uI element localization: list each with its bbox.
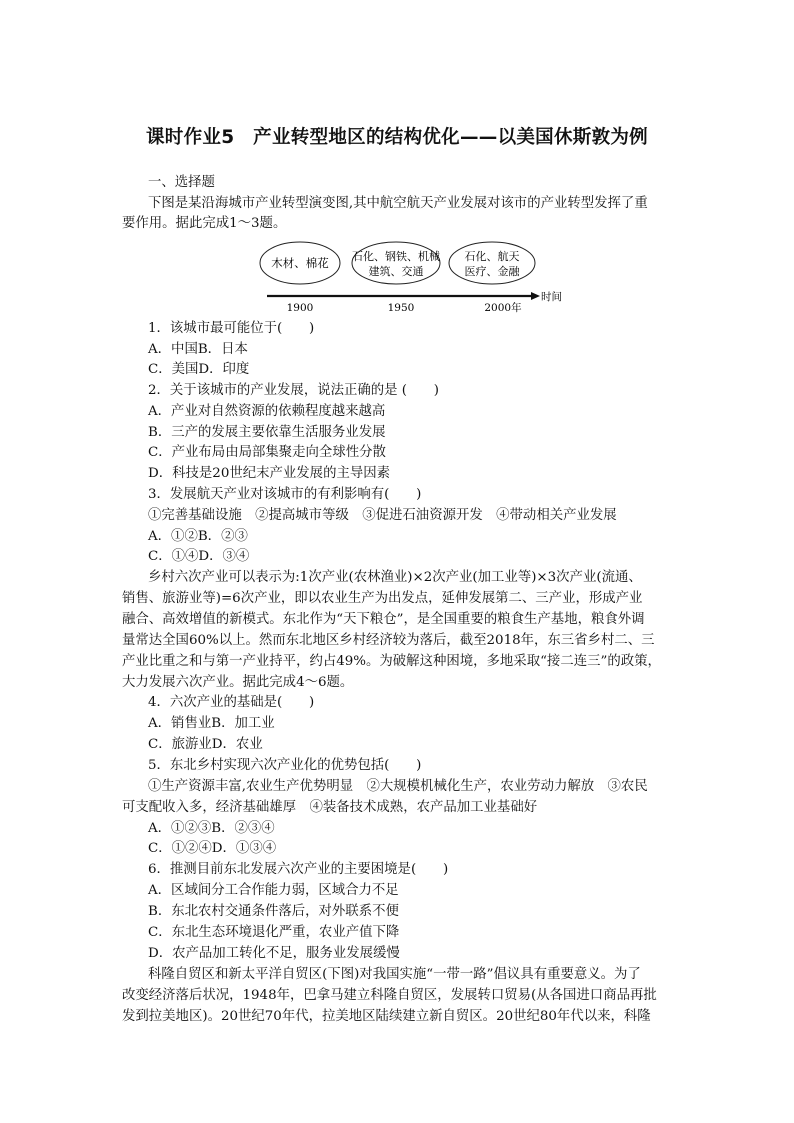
q3-options-ab: A．①②B．②③ xyxy=(148,529,248,544)
q6-option-a: A．区域间分工合作能力弱，区域合力不足 xyxy=(148,883,399,898)
q2-option-a: A．产业对自然资源的依赖程度越来越高 xyxy=(148,404,386,419)
q2-option-b: B．三产的发展主要依靠生活服务业发展 xyxy=(148,425,386,440)
stage-2-label-line-2: 建筑、交通 xyxy=(368,265,424,278)
q2-option-c: C．产业布局由局部集聚走向全球性分散 xyxy=(148,445,386,460)
q6-option-b: B．东北农村交通条件落后，对外联系不便 xyxy=(148,904,399,919)
q4-options-ab: A．销售业B．加工业 xyxy=(148,716,275,731)
q5-stem: 5．东北乡村实现六次产业化的优势包括( ) xyxy=(148,758,422,773)
intro-2-line-1: 乡村六次产业可以表示为:1次产业(农林渔业)×2次产业(加工业等)×3次产业(流通、 xyxy=(148,570,642,585)
intro-2-line-3: 融合、高效增值的新模式。东北作为“天下粮仓”，是全国重要的粮食生产基地，粮食外调 xyxy=(122,612,645,627)
intro-2-line-4: 量常达全国60%以上。然而东北地区乡村经济较为落后，截至2018年，东三省乡村二、三 xyxy=(122,633,655,648)
q2-option-d: D．科技是20世纪末产业发展的主导因素 xyxy=(148,466,391,481)
intro-3-line-1: 科隆自贸区和新太平洋自贸区(下图)对我国实施“一带一路”倡议具有重要意义。为了 xyxy=(148,967,641,982)
tick-2000: 2000年 xyxy=(484,302,522,314)
stage-1-label: 木材、棉花 xyxy=(271,256,329,270)
intro-1-line-2: 要作用。据此完成1～3题。 xyxy=(122,216,287,231)
intro-2-line-2: 销售、旅游业等)=6次产业，即以农业生产为出发点，延伸发展第二、三产业，形成产业 xyxy=(122,591,643,606)
q3-stem: 3．发展航天产业对该城市的有利影响有( ) xyxy=(148,487,422,502)
tick-1950: 1950 xyxy=(387,302,415,314)
industry-evolution-diagram xyxy=(255,236,585,316)
section-heading: 一、选择题 xyxy=(148,175,215,190)
tick-1900: 1900 xyxy=(286,302,314,314)
q1-stem: 1．该城市最可能位于( ) xyxy=(148,321,315,336)
time-axis-label: 时间 xyxy=(541,291,562,303)
document-title: 课时作业5 产业转型地区的结构优化——以美国休斯敦为例 xyxy=(146,127,648,148)
q1-options-ab: A．中国B．日本 xyxy=(148,342,248,357)
q2-stem: 2．关于该城市的产业发展，说法正确的是 ( ) xyxy=(148,383,440,398)
q6-stem: 6．推测目前东北发展六次产业的主要困境是( ) xyxy=(148,862,449,877)
q6-option-c: C．东北生态环境退化严重，农业产值下降 xyxy=(148,925,400,940)
q3-items: ①完善基础设施 ②提高城市等级 ③促进石油资源开发 ④带动相关产业发展 xyxy=(148,508,617,523)
intro-2-line-5: 产业比重之和与第一产业持平，约占49%。为破解这种困境，多地采取“接二连三”的政策， xyxy=(122,654,661,669)
stage-3-label-line-2: 医疗、金融 xyxy=(464,265,520,278)
intro-3-line-3: 发到拉美地区)。20世纪70年代，拉美地区陆续建立新自贸区。20世纪80年代以来，科隆 xyxy=(122,1009,651,1024)
q5-items-line-2: 可支配收入多，经济基础雄厚 ④装备技术成熟，农产品加工业基础好 xyxy=(122,800,538,815)
q6-option-d: D．农产品加工转化不足，服务业发展缓慢 xyxy=(148,946,400,961)
intro-1-line-1: 下图是某沿海城市产业转型演变图,其中航空航天产业发展对该市的产业转型发挥了重 xyxy=(148,196,648,211)
q3-options-cd: C．①④D．③④ xyxy=(148,549,250,564)
time-axis-arrow xyxy=(531,292,540,300)
intro-2-line-6: 大力发展六次产业。据此完成4～6题。 xyxy=(122,675,354,690)
stage-2-label-line-1: 石化、钢铁、机械 xyxy=(352,250,440,263)
q5-options-cd: C．①②④D．①③④ xyxy=(148,841,277,856)
q4-options-cd: C．旅游业D．农业 xyxy=(148,737,263,752)
q4-stem: 4．六次产业的基础是( ) xyxy=(148,695,315,710)
q1-options-cd: C．美国D．印度 xyxy=(148,362,250,377)
stage-3-label-line-1: 石化、航天 xyxy=(464,250,520,263)
intro-3-line-2: 改变经济落后状况，1948年，巴拿马建立科隆自贸区，发展转口贸易(从各国进口商品再批 xyxy=(122,988,657,1003)
q5-items-line-1: ①生产资源丰富,农业生产优势明显 ②大规模机械化生产，农业劳动力解放 ③农民 xyxy=(148,779,648,794)
q5-options-ab: A．①②③B．②③④ xyxy=(148,821,275,836)
